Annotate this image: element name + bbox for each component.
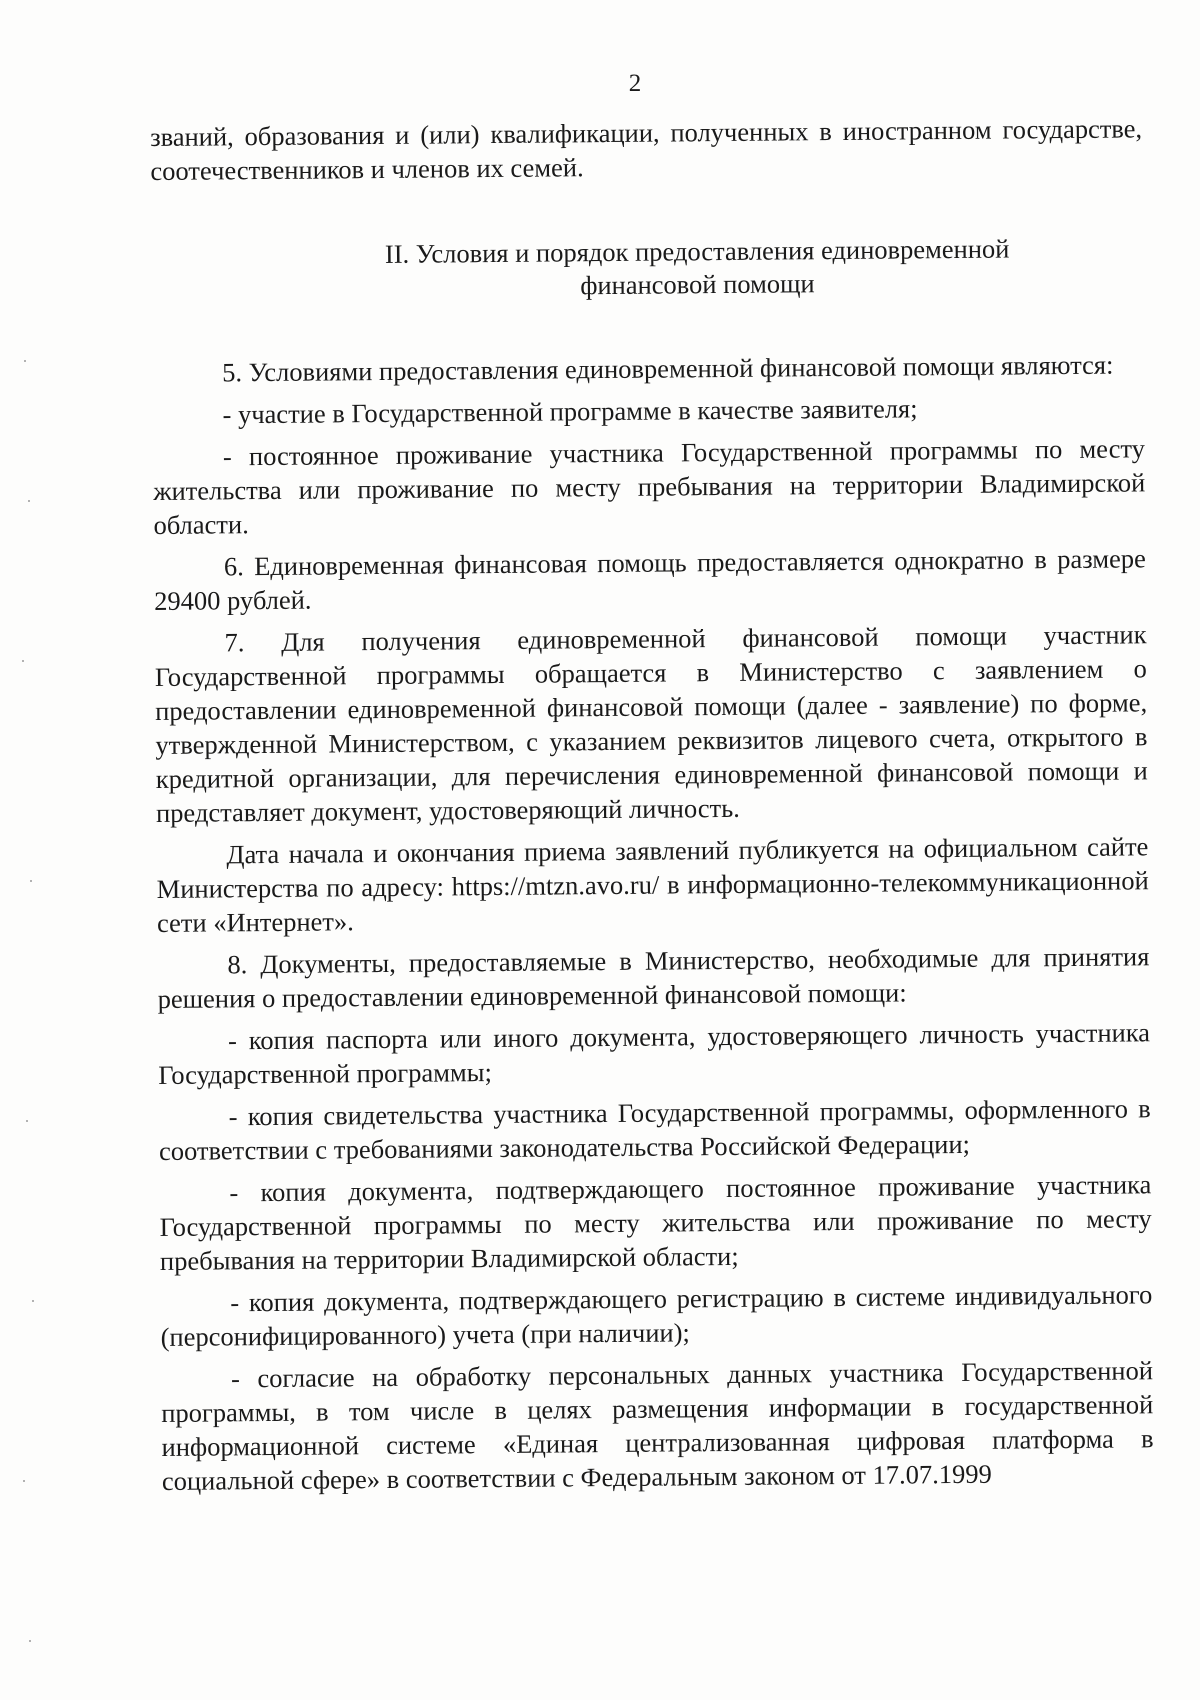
intro-paragraph: званий, образования и (или) квалификации, полученных в иностранном государстве, соотечественников и членов их семей.	[150, 113, 1143, 186]
paragraph-5: 5. Условиями предоставления единовременной финансовой помощи являются:	[222, 349, 1114, 388]
paragraph-application-dates: Дата начала и окончания приема заявлений публикуется на официальном сайте Министерства по адресу: https://mtzn.avo.ru/ в информационно-телекоммуникационной сети «Интернет».	[156, 831, 1149, 938]
paragraph-7: 7. Для получения единовременной финансовой помощи участник Государственной программы обращается в Министерство с заявлением о предоставлении единовременной финансовой помощи (далее - заявление) по форме, утвержденной Министерством, с указанием реквизитов лицевого счета, открытого в кредитной организации, для перечисления единовременной финансовой помощи и представляет документ, удостоверяющий личность.	[154, 619, 1148, 828]
list-item-document-5: - согласие на обработку персональных данных участника Государственной программы, в том числе в целях размещения информации в государственной информационной системе «Единая централизованная цифровая платформа в социальной сфере» в соответствии с Федеральным законом от 17.07.1999	[161, 1355, 1154, 1496]
scan-edge-specks	[20, 360, 50, 1660]
section-heading-line-2: финансовой помощи	[580, 268, 815, 301]
list-item-document-2: - копия свидетельства участника Государственной программы, оформленного в соответствии с требованиями законодательства Российской Федерации;	[158, 1093, 1151, 1166]
section-heading	[251, 231, 1144, 305]
list-item-document-3: - копия документа, подтверждающего постоянное проживание участника Государственной программы по месту жительства или проживание по месту пребывания на территории Владимирской области;	[159, 1169, 1152, 1276]
list-item-document-4: - копия документа, подтверждающего регистрацию в системе индивидуального (персонифицированного) учета (при наличии);	[160, 1279, 1153, 1352]
paragraph-8: 8. Документы, предоставляемые в Министерство, необходимые для принятия решения о предоставлении единовременной финансовой помощи:	[157, 941, 1150, 1014]
section-heading-line-1: II. Условия и порядок предоставления единовременной	[384, 233, 1010, 269]
paragraph-6: 6. Единовременная финансовая помощь предоставляется однократно в размере 29400 рублей.	[154, 543, 1146, 616]
list-item-condition-1: - участие в Государственной программе в качестве заявителя;	[222, 393, 918, 430]
document-body	[150, 111, 1154, 1506]
list-item-document-1: - копия паспорта или иного документа, удостоверяющего личность участника Государственной программы;	[158, 1017, 1151, 1090]
list-item-condition-2: - постоянное проживание участника Государственной программы по месту жительства или проживание по месту пребывания на территории Владимирской области.	[153, 433, 1146, 540]
page-number: 2	[628, 70, 642, 97]
